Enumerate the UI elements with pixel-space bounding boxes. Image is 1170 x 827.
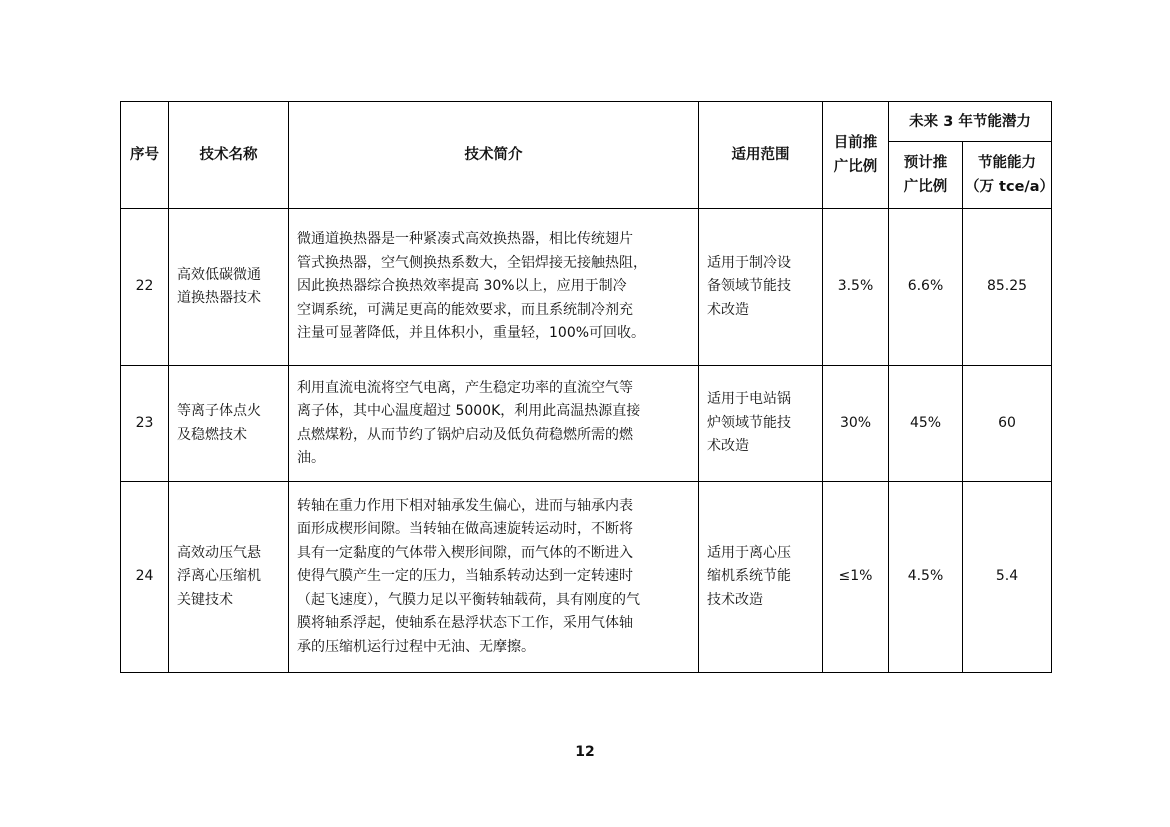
cell-no: 22 xyxy=(121,209,169,366)
header-future-ratio: 预计推 广比例 xyxy=(889,142,963,209)
cell-capacity: 85.25 xyxy=(963,209,1052,366)
cell-no: 23 xyxy=(121,366,169,482)
cell-name: 高效低碳微通 道换热器技术 xyxy=(169,209,289,366)
cell-scope: 适用于电站锅 炉领域节能技 术改造 xyxy=(699,366,823,482)
cell-future-ratio: 45% xyxy=(889,366,963,482)
cell-scope: 适用于制冷设 备领域节能技 术改造 xyxy=(699,209,823,366)
cell-intro: 转轴在重力作用下相对轴承发生偏心，进而与轴承内表 面形成楔形间隙。当转轴在做高速旋转运动时，不断将 具有一定黏度的气体带入楔形间隙，而气体的不断进入 使得气膜产生一定的压力，当轴系转动达到一定转速时 （起飞速度），气膜力足以平衡转轴载荷，具有刚度的气 膜将轴系浮起，使轴系在悬浮状态下工作，采用气体轴 承的压缩机运行过程中无油、无摩擦。 xyxy=(289,482,699,673)
cell-no: 24 xyxy=(121,482,169,673)
technology-table xyxy=(120,101,1052,673)
table-row xyxy=(121,209,1052,366)
cell-current: 30% xyxy=(823,366,889,482)
header-scope: 适用范围 xyxy=(699,102,823,209)
cell-capacity: 60 xyxy=(963,366,1052,482)
header-no: 序号 xyxy=(121,102,169,209)
header-future-group: 未来 3 年节能潜力 xyxy=(889,102,1052,142)
cell-intro: 利用直流电流将空气电离，产生稳定功率的直流空气等 离子体，其中心温度超过 5000K，利用此高温热源直接 点燃煤粉，从而节约了锅炉启动及低负荷稳燃所需的燃 油。 xyxy=(289,366,699,482)
header-capacity: 节能能力 （万 tce/a） xyxy=(963,142,1052,209)
cell-future-ratio: 6.6% xyxy=(889,209,963,366)
header-name: 技术名称 xyxy=(169,102,289,209)
page-number: 12 xyxy=(575,744,595,760)
table-row xyxy=(121,482,1052,673)
cell-current: ≤1% xyxy=(823,482,889,673)
header-intro: 技术简介 xyxy=(289,102,699,209)
cell-capacity: 5.4 xyxy=(963,482,1052,673)
cell-name: 等离子体点火 及稳燃技术 xyxy=(169,366,289,482)
cell-name: 高效动压气悬 浮离心压缩机 关键技术 xyxy=(169,482,289,673)
cell-scope: 适用于离心压 缩机系统节能 技术改造 xyxy=(699,482,823,673)
header-current: 目前推 广比例 xyxy=(823,102,889,209)
table-row xyxy=(121,366,1052,482)
cell-future-ratio: 4.5% xyxy=(889,482,963,673)
cell-current: 3.5% xyxy=(823,209,889,366)
cell-intro: 微通道换热器是一种紧凑式高效换热器，相比传统翅片 管式换热器，空气侧换热系数大，全铝焊接无接触热阻， 因此换热器综合换热效率提高 30%以上，应用于制冷 空调系统，可满足更高的能效要求，而且系统制冷剂充 注量可显著降低，并且体积小，重量轻，100%可回收。 xyxy=(289,209,699,366)
